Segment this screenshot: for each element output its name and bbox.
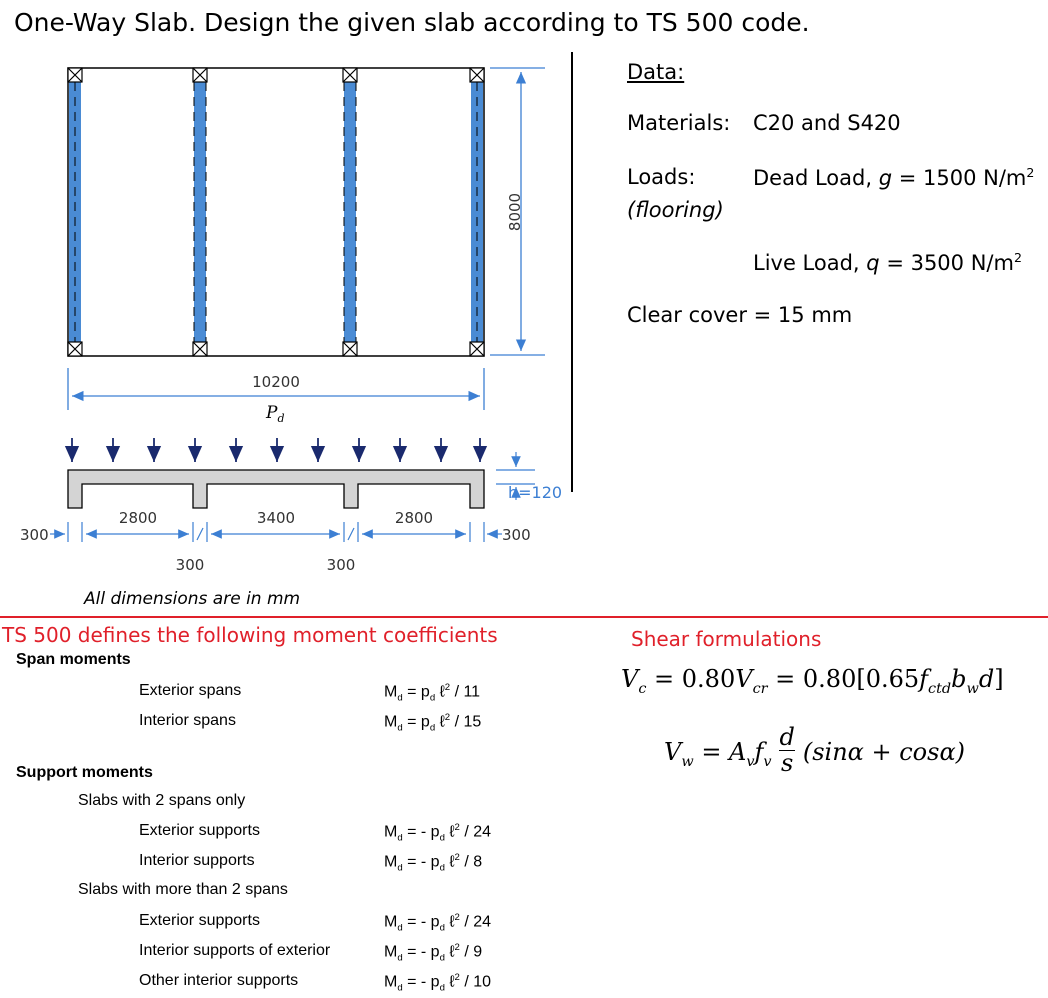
moments-heading: TS 500 defines the following moment coefficients [2,623,498,647]
two-spans-heading: Slabs with 2 spans only [78,792,246,809]
row-label: Exterior supports [139,822,260,839]
row-formula: $M_d$ = - $p_d$ ℓ$^2$ / 8 [384,852,483,874]
slab-drawing [0,0,575,616]
clear-cover: Clear cover = 15 mm [627,303,853,327]
live-load: Live Load, q = 3500 $N/m^2$ [753,250,1022,275]
column-tr [470,68,484,82]
slab-plan-outline [68,68,484,356]
row-label: Other interior supports [139,972,299,989]
dim-width: 8000 [506,192,524,232]
column-tl [68,68,82,82]
row-formula: $M_d$ = - $p_d$ ℓ$^2$ / 24 [384,912,492,934]
horizontal-divider [0,616,1048,618]
data-heading: Data: [627,60,685,84]
loads-note: (flooring) [627,198,724,222]
dim-thickness: h=120 [508,483,563,502]
shear-vw-formula: $V_w = A_vf_v$ $\frac{d}{s}$ (sinα + cosα) [664,723,966,777]
dead-load: Dead Load, g = 1500 $N/m^2$ [753,165,1035,190]
page-title: One-Way Slab. Design the given slab according to TS 500 code. [14,8,810,37]
beam-1 [69,80,81,344]
dim-span-2: 3400 [256,509,296,527]
load-arrows [72,438,480,462]
row-formula: $M_d = p_d$ ℓ$^2$ / 15 [384,712,482,734]
span-moments-heading: Span moments [16,651,131,668]
column-b3 [343,342,357,356]
dim-span-1: 2800 [118,509,158,527]
slab-section [68,470,484,508]
beam-3 [344,80,356,344]
row-label: Exterior spans [139,682,242,699]
column-t3 [343,68,357,82]
row-label: Interior supports [139,852,255,869]
dim-support-left: 300 [20,526,49,544]
row-label: Interior supports of exterior [139,942,331,959]
row-formula: $M_d$ = - $p_d$ ℓ$^2$ / 24 [384,822,492,844]
dim-support-right: 300 [502,526,531,544]
support-moments-heading: Support moments [16,764,153,781]
materials-label: Materials: [627,111,731,135]
more-spans-heading: Slabs with more than 2 spans [78,881,288,898]
materials-value: C20 and S420 [753,111,901,135]
column-t2 [193,68,207,82]
beam-2 [194,80,206,344]
dim-support-3: 300 [326,556,356,574]
row-label: Interior spans [139,712,236,729]
beam-4 [471,80,483,344]
column-br [470,342,484,356]
shear-heading: Shear formulations [631,627,822,651]
row-formula: $M_d = p_d$ ℓ$^2$ / 11 [384,682,481,704]
row-label: Exterior supports [139,912,260,929]
dim-length: 10200 [252,373,300,391]
dim-span-3: 2800 [394,509,434,527]
shear-vc-formula: $V_c = 0.80V_{cr} = 0.80[0.65f_{ctd}b_wd]$ [621,665,1004,697]
row-formula: $M_d$ = - $p_d$ ℓ$^2$ / 9 [384,942,483,964]
column-b2 [193,342,207,356]
column-bl [68,342,82,356]
loads-label: Loads: [627,165,696,189]
dimensions-note: All dimensions are in mm [84,589,301,609]
row-formula: $M_d$ = - $p_d$ ℓ$^2$ / 10 [384,972,492,994]
dim-support-2: 300 [175,556,205,574]
load-label: $P_d$ [266,403,285,425]
